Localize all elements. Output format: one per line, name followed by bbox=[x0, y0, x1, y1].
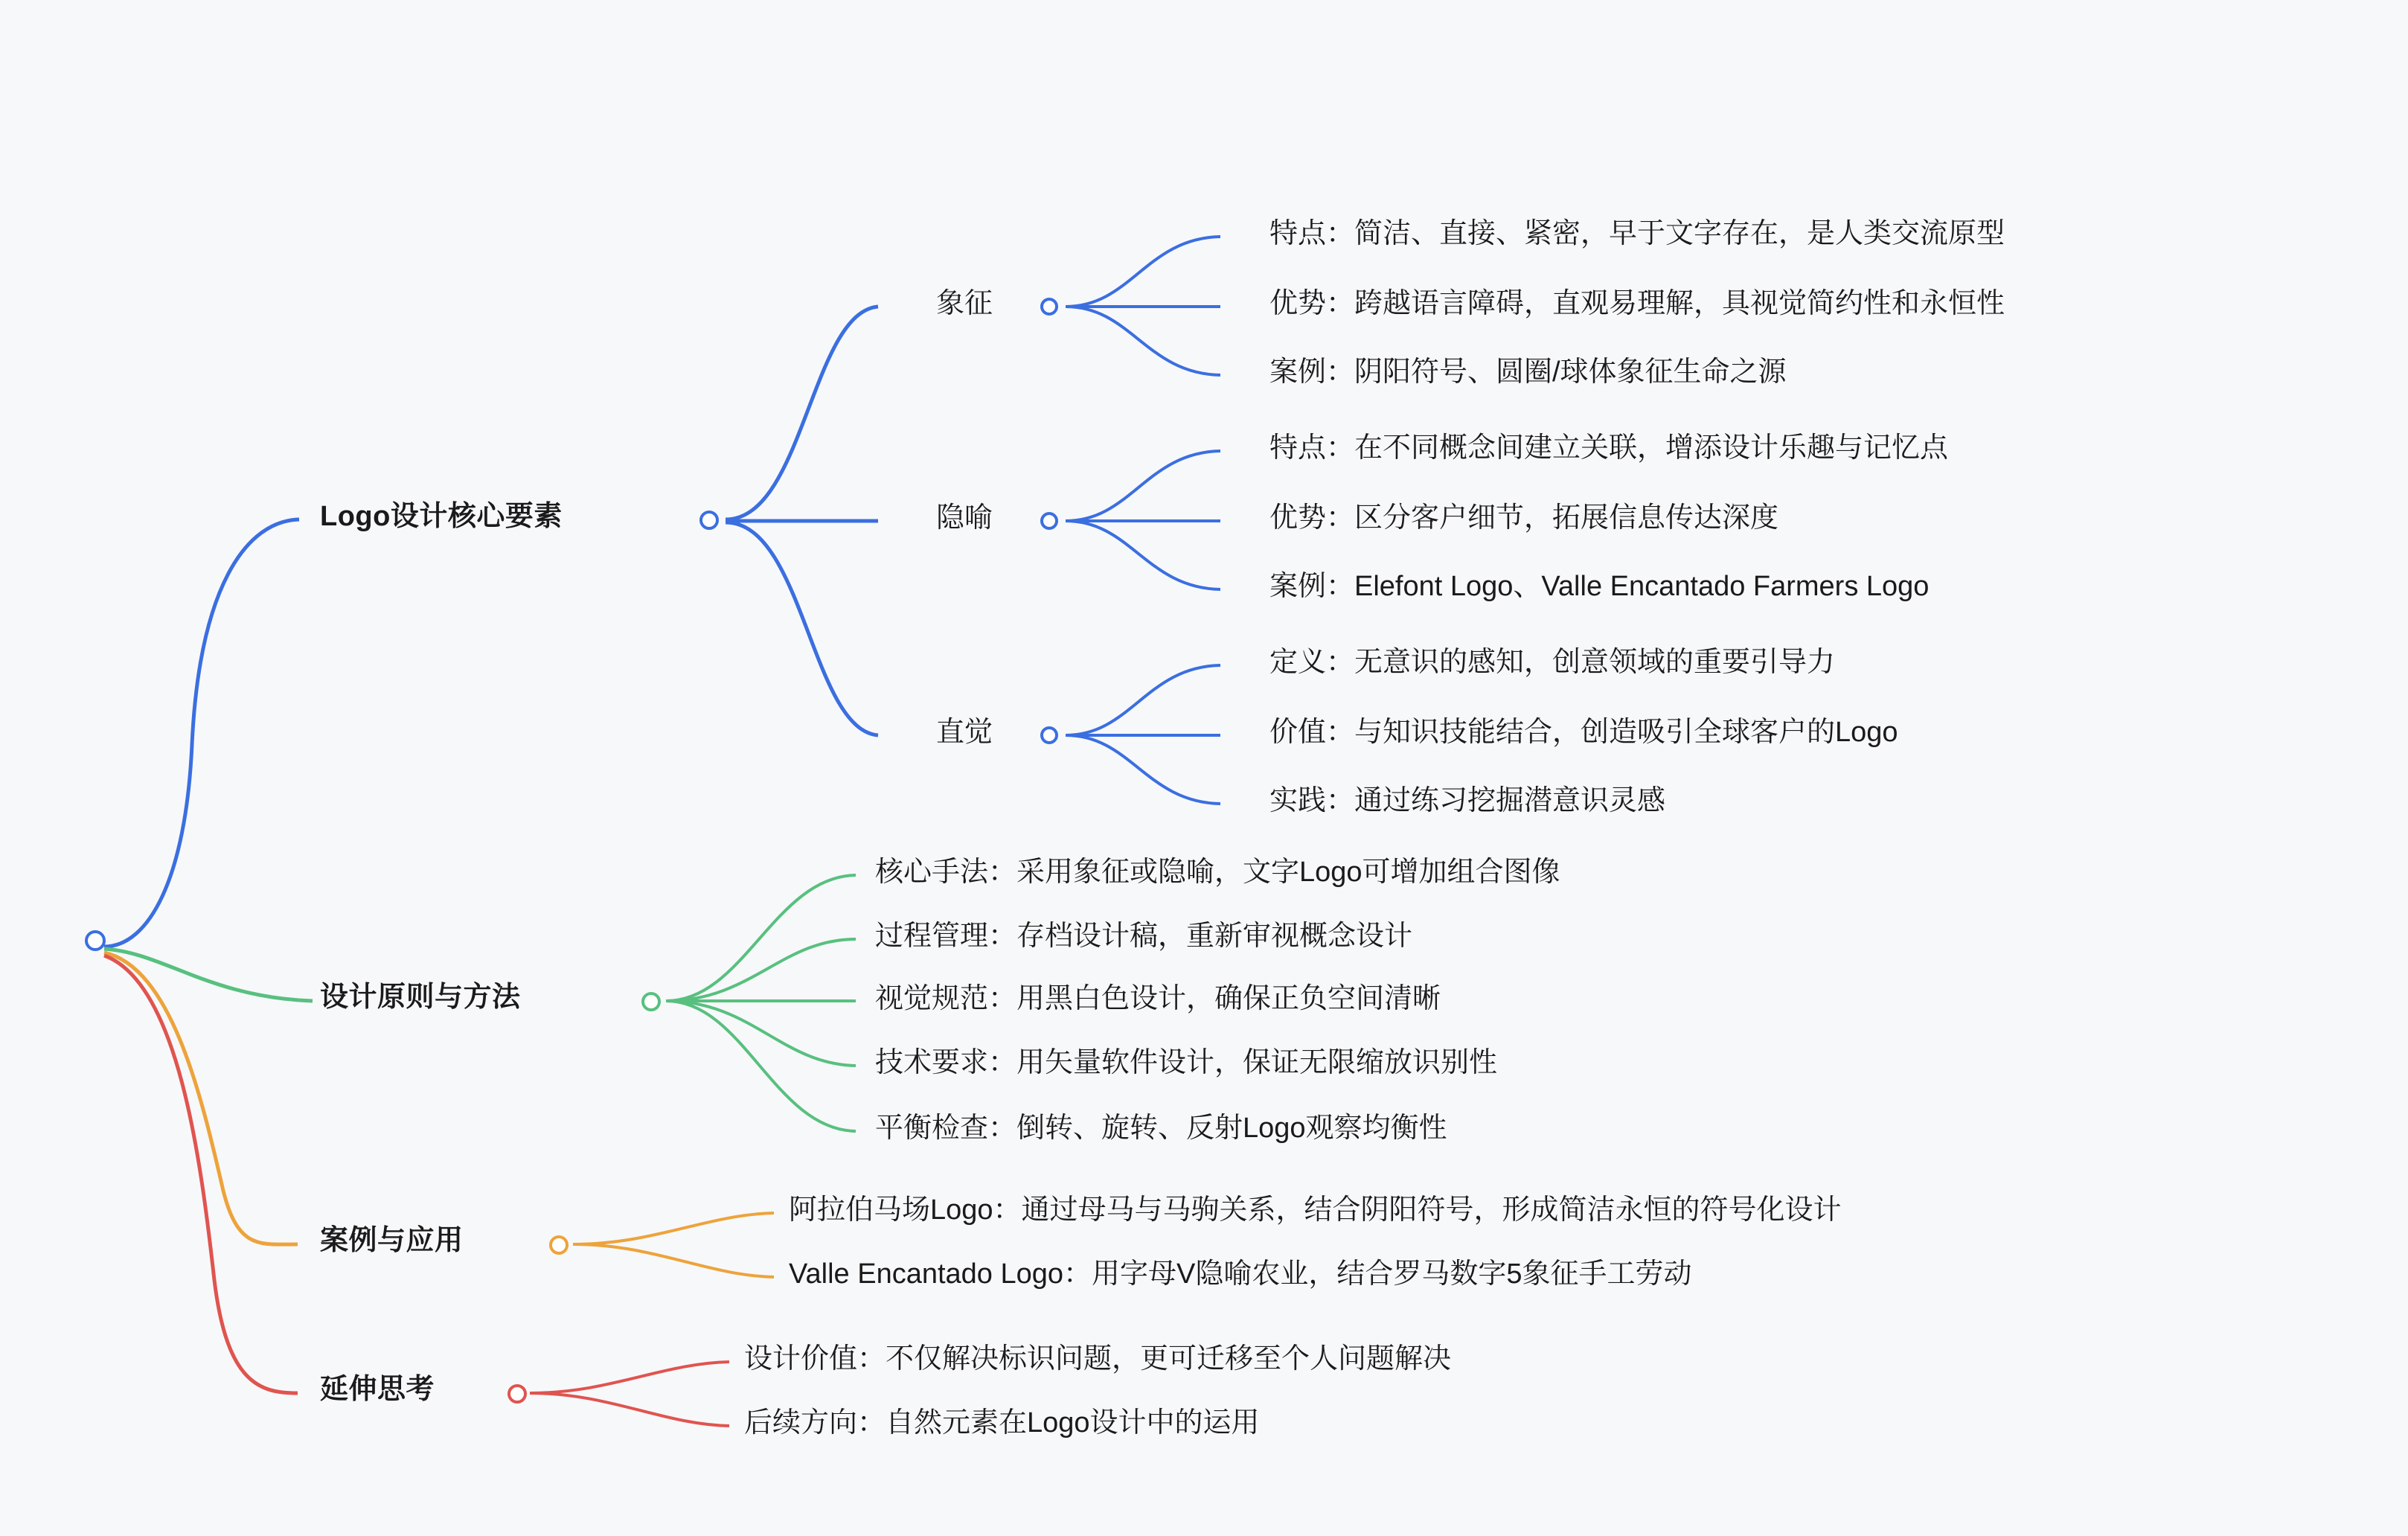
sub-node-dot-1-2[interactable] bbox=[1040, 512, 1058, 530]
sub-node-dot-1-3[interactable] bbox=[1040, 726, 1058, 744]
branch-label-2[interactable]: 设计原则与方法 bbox=[320, 982, 521, 1013]
leaf-1-2-2[interactable]: 优势：区分客户细节，拓展信息传达深度 bbox=[1269, 502, 1779, 534]
branch-node-dot-3[interactable] bbox=[549, 1235, 569, 1255]
leaf-2-2[interactable]: 过程管理：存档设计稿，重新审视概念设计 bbox=[875, 921, 1413, 952]
leaf-1-1-2[interactable]: 优势：跨越语言障碍，直观易理解，具视觉简约性和永恒性 bbox=[1269, 288, 2005, 319]
branch-label-1[interactable] bbox=[320, 500, 563, 534]
leaf-1-1-3[interactable]: 案例：阴阳符号、圆圈/球体象征生命之源 bbox=[1269, 356, 1787, 388]
branch-node-dot-1[interactable] bbox=[699, 511, 719, 530]
root-node-dot[interactable] bbox=[85, 930, 106, 951]
branch-label-1-text: Logo设计核心要素 bbox=[320, 501, 563, 532]
sub-node-dot-1-1[interactable] bbox=[1040, 298, 1058, 316]
leaf-4-2[interactable]: 后续方向：自然元素在Logo设计中的运用 bbox=[744, 1407, 1260, 1439]
leaf-1-3-2[interactable]: 价值：与知识技能结合，创造吸引全球客户的Logo bbox=[1269, 717, 1898, 748]
branch-node-dot-2[interactable] bbox=[641, 992, 661, 1011]
leaf-2-1[interactable]: 核心手法：采用象征或隐喻，文字Logo可增加组合图像 bbox=[875, 857, 1560, 888]
sub-node-label-1-3[interactable]: 直觉 bbox=[936, 717, 993, 748]
leaf-3-2[interactable]: Valle Encantado Logo：用字母V隐喻农业，结合罗马数字5象征手工劳动 bbox=[789, 1258, 1692, 1290]
leaf-2-3[interactable]: 视觉规范：用黑白色设计，确保正负空间清晰 bbox=[875, 983, 1441, 1014]
leaf-4-1[interactable]: 设计价值：不仅解决标识问题，更可迁移至个人问题解决 bbox=[744, 1343, 1452, 1375]
leaf-2-4[interactable]: 技术要求：用矢量软件设计，保证无限缩放识别性 bbox=[875, 1047, 1498, 1078]
leaf-1-2-3[interactable]: 案例：Elefont Logo、Valle Encantado Farmers Logo bbox=[1269, 571, 1930, 602]
branch-label-4[interactable]: 延伸思考 bbox=[320, 1374, 435, 1405]
leaf-1-1-1[interactable]: 特点：简洁、直接、紧密，早于文字存在，是人类交流原型 bbox=[1269, 218, 2005, 249]
sub-node-label-1-2[interactable]: 隐喻 bbox=[936, 502, 993, 534]
leaf-1-2-1[interactable]: 特点：在不同概念间建立关联，增添设计乐趣与记忆点 bbox=[1269, 432, 1949, 464]
sub-node-label-1-1[interactable]: 象征 bbox=[936, 288, 993, 319]
leaf-1-3-1[interactable]: 定义：无意识的感知，创意领域的重要引导力 bbox=[1269, 647, 1836, 678]
branch-node-dot-4[interactable] bbox=[507, 1384, 527, 1404]
leaf-1-3-3[interactable]: 实践：通过练习挖掘潜意识灵感 bbox=[1269, 785, 1666, 816]
branch-label-3[interactable]: 案例与应用 bbox=[320, 1225, 464, 1256]
leaf-2-5[interactable]: 平衡检查：倒转、旋转、反射Logo观察均衡性 bbox=[875, 1113, 1447, 1144]
leaf-3-1[interactable]: 阿拉伯马场Logo：通过母马与马驹关系，结合阴阳符号，形成简洁永恒的符号化设计 bbox=[789, 1194, 1842, 1226]
